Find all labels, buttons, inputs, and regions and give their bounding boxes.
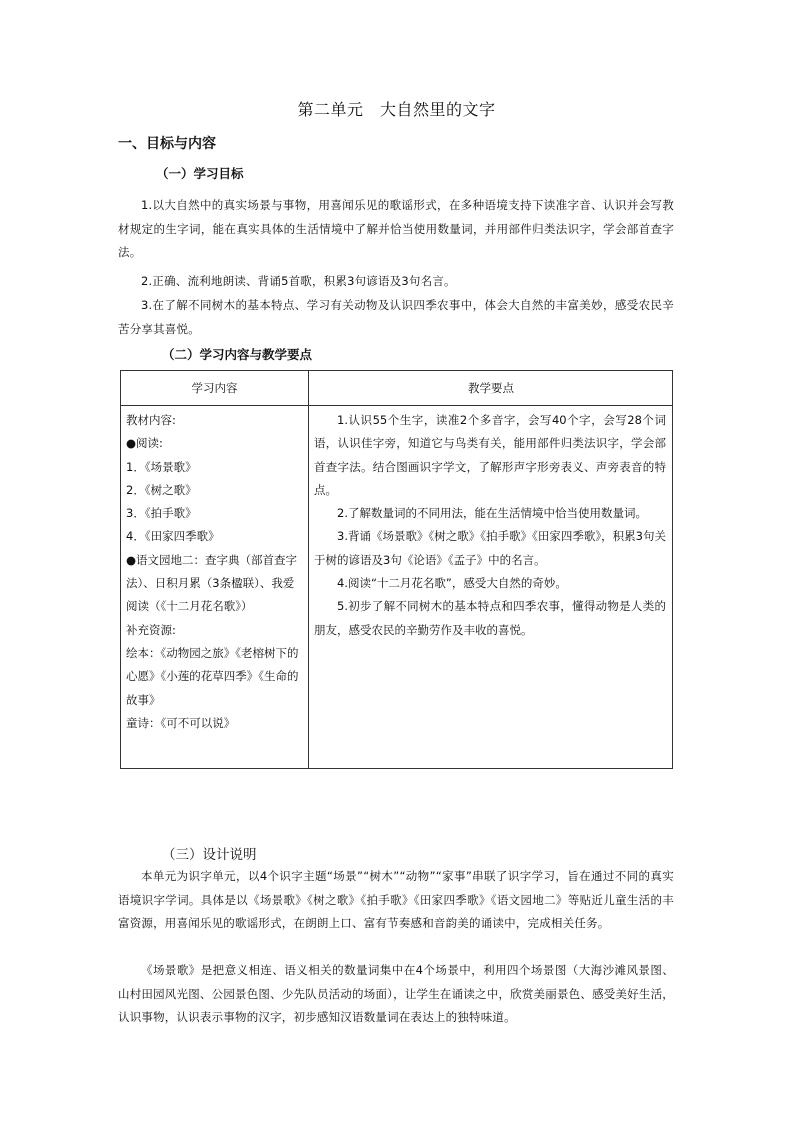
- document-title: 第二单元 大自然里的文字: [297, 100, 496, 119]
- table-header-content: 学习内容: [191, 381, 238, 395]
- content-line: 教材内容:: [126, 413, 176, 427]
- goal-paragraph-1: 1.以大自然中的真实场景与事物，用喜闻乐见的歌谣形式，在多种语境支持下读准字音、认识并会写教材规定的生字词，能在真实具体的生活情境中了解并恰当使用数量词，并用部件归类法识字，学会部首查字法。: [118, 198, 674, 259]
- content-line: 绘本：《动物园之旅》《老榕树下的心愿》《小莲的花草四季》《生命的故事》: [126, 645, 299, 707]
- goal-paragraph-2: 2.正确、流利地朗读、背诵5首歌，积累3句谚语及3句名言。: [141, 274, 456, 288]
- content-table: [120, 370, 673, 769]
- subheading-design-notes: （三）设计说明: [162, 847, 257, 863]
- goal-paragraph-3: 3.在了解不同树木的基本特点、学习有关动物及认识四季农事中，体会大自然的丰富美妙，感受农民辛苦分享其喜悦。: [118, 298, 674, 336]
- content-line: 2．《树之歌》: [126, 482, 197, 497]
- content-line: 童诗：《可不可以说》: [126, 715, 236, 730]
- content-line: ●语文园地二：查字典（部首查字法）、日积月累（3条楹联）、我爱阅读（《十二月花名歌》）: [126, 552, 298, 614]
- teaching-point: 2.了解数量词的不同用法，能在生活情境中恰当使用数量词。: [337, 506, 647, 521]
- subheading-learning-goals: （一）学习目标: [156, 166, 244, 181]
- content-line: ●阅读:: [126, 436, 163, 451]
- content-line: 补充资源:: [126, 622, 176, 637]
- design-paragraph-2: 《场景歌》是把意义相连、语义相关的数量词集中在4个场景中，利用四个场景图（大海沙滩风景图、山村田园风光图、公园景色图、少先队员活动的场面），让学生在诵读之中，欣赏美丽景色、感受美好生活，认识事物，认识表示事物的汉字，初步感知汉语数量词在表达上的独特味道。: [118, 963, 674, 1024]
- content-line: 1．《场景歌》: [126, 459, 197, 474]
- table-header-divider: [121, 405, 672, 406]
- teaching-point: 5.初步了解不同树木的基本特点和四季农事，懂得动物是人类的朋友，感受农民的辛勤劳作及丰收的喜悦。: [314, 599, 666, 637]
- table-cell-content: [126, 409, 304, 735]
- table-header-points: 教学要点: [468, 381, 514, 395]
- section-heading-goals-content: 一、目标与内容: [118, 136, 216, 152]
- table-column-divider: [308, 371, 309, 768]
- table-cell-points: [314, 409, 666, 642]
- design-paragraph-1: 本单元为识字单元，以4个识字主题“场景”“树木”“动物”“家事”串联了识字学习，旨在通过不同的真实语境识字学词。具体是以《场景歌》《树之歌》《拍手歌》《田家四季歌》《语文园地二》等贴近儿童生活的丰富资源，用喜闻乐见的歌谣形式，在朗朗上口、富有节奏感和音韵美的诵读中，完成相关任务。: [118, 869, 674, 930]
- teaching-point: 4.阅读“十二月花名歌”，感受大自然的奇妙。: [337, 576, 567, 591]
- teaching-point: 3.背诵《场景歌》《树之歌》《拍手歌》《田家四季歌》，积累3句关于树的谚语及3句《论语》《孟子》中的名言。: [314, 529, 666, 567]
- content-line: 4．《田家四季歌》: [126, 529, 220, 544]
- content-line: 3．《拍手歌》: [126, 506, 197, 521]
- teaching-point: 1.认识55个生字，读准2个多音字，会写40个字，会写28个词语，认识佳字旁，知道它与鸟类有关，能用部件归类法识字，学会部首查字法。结合图画识字学文，了解形声字形旁表义、声旁表音的特点。: [314, 413, 666, 497]
- subheading-learning-content: （二）学习内容与教学要点: [162, 347, 313, 362]
